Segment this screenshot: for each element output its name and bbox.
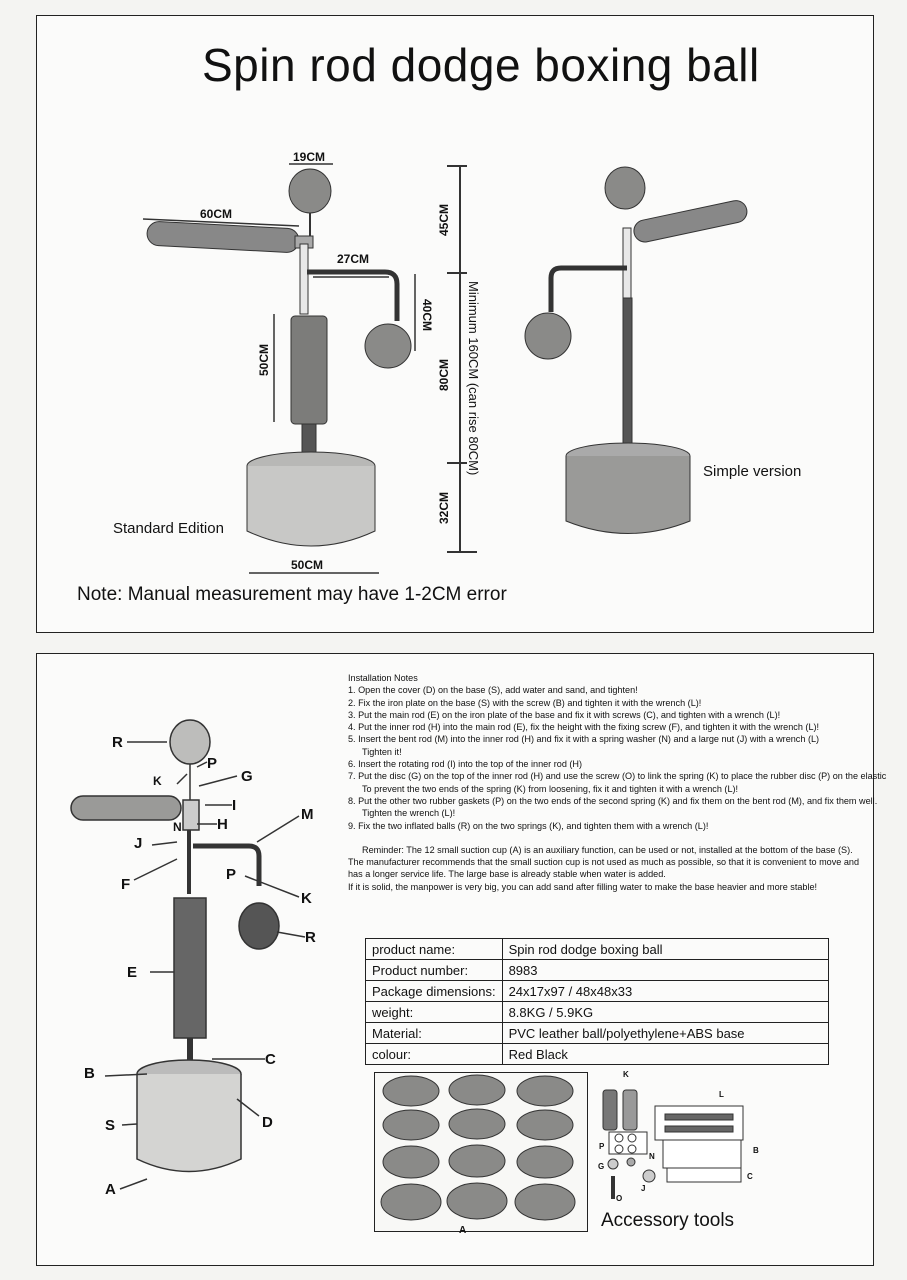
part-label-m: M	[301, 806, 314, 823]
table-row	[366, 939, 829, 960]
step-4: 4. Put the inner rod (H) into the main rod (E), fix the height with the fixing screw (F), and tighten it with the wrench (L)!	[348, 722, 820, 733]
step-5-cont: Tighten it!	[362, 746, 402, 757]
notes-title: Installation Notes	[348, 673, 418, 683]
accessory-letter-n: N	[649, 1152, 655, 1161]
part-label-e: E	[127, 964, 138, 981]
part-label-a: A	[105, 1181, 116, 1198]
step-1: 1. Open the cover (D) on the base (S), add water and sand, and tighten!	[348, 685, 638, 696]
standard-edition-drawing	[37, 16, 873, 632]
spec-key: Product number:	[366, 960, 503, 981]
arm-length-dim: 27CM	[337, 252, 370, 266]
diagram-side-ball	[239, 903, 279, 949]
spec-key: colour:	[366, 1044, 503, 1065]
part-label-j: J	[134, 835, 143, 852]
spec-value: 8.8KG / 5.9KG	[502, 1002, 828, 1023]
reminder-1: Reminder: The 12 small suction cup (A) is an auxiliary function, can be used or not, installed at the bottom of the base (S).	[362, 844, 853, 855]
suction-cups-image	[374, 1072, 588, 1232]
rod-length-dim: 60CM	[200, 207, 233, 221]
inner-rod	[300, 244, 308, 314]
step-6: 6. Insert the rotating rod (I) into the top of the inner rod (H)	[348, 759, 583, 770]
part-label-c: C	[265, 1051, 276, 1068]
part-label-d: D	[262, 1114, 273, 1131]
dimensions-panel	[36, 15, 874, 633]
accessory-letter-j: J	[641, 1184, 646, 1193]
diagram-base	[137, 1074, 241, 1172]
bent-rod	[307, 272, 397, 321]
spec-value: Spin rod dodge boxing ball	[502, 939, 828, 960]
spec-value: 8983	[502, 960, 828, 981]
part-label-p2: P	[226, 866, 237, 883]
main-rod	[291, 316, 327, 424]
measurement-note: Note: Manual measurement may have 1-2CM error	[77, 584, 507, 605]
ball-width-dim: 19CM	[293, 150, 326, 164]
part-label-p: P	[207, 755, 218, 772]
reminder-4: If it is solid, the manpower is very big, you can add sand after filling water to make the base heavier and more stable!	[348, 881, 818, 892]
accessory-letter-l: L	[719, 1090, 724, 1099]
accessory-letter-k: K	[623, 1070, 629, 1079]
accessory-tools-label: Accessory tools	[601, 1210, 735, 1231]
spec-value: Red Black	[502, 1044, 828, 1065]
accessory-letter-g: G	[598, 1162, 605, 1171]
part-label-i: I	[232, 797, 237, 814]
accessory-letter-b: B	[753, 1146, 759, 1155]
top-speed-ball	[289, 169, 331, 213]
accessory-letter-o: O	[616, 1194, 623, 1203]
step-5: 5. Insert the bent rod (M) into the inner rod (H) and fix it with a spring washer (N) and a large nut (J) with a wrench (L)	[348, 734, 820, 745]
part-label-g: G	[241, 768, 253, 785]
step-8-cont: Tighten the wrench (L)!	[362, 808, 456, 819]
part-label-k2: K	[301, 890, 312, 907]
base	[247, 466, 375, 546]
accessory-letter-c: C	[747, 1172, 753, 1181]
part-label-f: F	[121, 876, 131, 893]
step-9: 9. Fix the two inflated balls (R) on the two springs (K), and tighten them with a wrench (L)!	[348, 820, 709, 831]
part-label-k: K	[153, 774, 162, 788]
diagram-rotating-rod	[71, 796, 181, 820]
spec-value: PVC leather ball/polyethylene+ABS base	[502, 1023, 828, 1044]
arm-drop-dim: 40CM	[420, 299, 434, 332]
diagram-top-ball	[170, 720, 210, 764]
spec-value: 24x17x97 / 48x48x33	[502, 981, 828, 1002]
side-speed-ball	[365, 324, 411, 368]
table-row	[366, 981, 829, 1002]
part-label-b: B	[84, 1065, 95, 1082]
reminder-3: has a longer service life. The large base is already stable when water is added.	[348, 869, 666, 880]
part-label-n: N	[173, 820, 182, 834]
part-label-h: H	[217, 816, 228, 833]
base-height-dim: 32CM	[437, 491, 451, 524]
base-width-dim: 50CM	[291, 558, 324, 572]
installation-notes	[348, 672, 887, 893]
step-7-cont: To prevent the two ends of the spring (K) from loosening, fix it and tighten it with a wrench (L)!	[362, 783, 739, 794]
spec-key: weight:	[366, 1002, 503, 1023]
spec-key: product name:	[366, 939, 503, 960]
suction-cups-drawing	[375, 1073, 587, 1231]
diagram-main-rod	[174, 898, 206, 1038]
page-title: Spin rod dodge boxing ball	[202, 39, 760, 91]
rotating-rod	[146, 221, 299, 253]
spec-key: Material:	[366, 1023, 503, 1044]
spec-key: Package dimensions:	[366, 981, 503, 1002]
total-height-text: Minimum 160CM (can rise 80CM)	[466, 281, 481, 476]
part-label-r2: R	[305, 929, 316, 946]
total-height-dim	[466, 281, 675, 476]
middle-section-dim: 80CM	[437, 358, 451, 391]
table-row	[366, 960, 829, 981]
standard-edition-label: Standard Edition	[113, 520, 224, 537]
installation-panel	[36, 653, 887, 1266]
table-row	[366, 1002, 829, 1023]
step-7: 7. Put the disc (G) on the top of the inner rod (H) and use the screw (O) to link the spring (K) to place the rubber disc (P) on the elastic	[348, 771, 887, 782]
accessory-letter-p: P	[599, 1142, 605, 1151]
table-row	[366, 1044, 829, 1065]
standard-edition-figure	[143, 164, 477, 573]
step-2: 2. Fix the iron plate on the base (S) with the screw (B) and tighten it with the wrench (L)!	[348, 697, 702, 708]
main-rod-dim: 50CM	[257, 343, 271, 376]
top-section-dim: 45CM	[437, 203, 451, 236]
step-8: 8. Put the other two rubber gaskets (P) on the two ends of the second spring (K) and fix them on the bent rod (M), and fix them well.	[348, 795, 878, 806]
accessory-letter-a: A	[459, 1225, 467, 1236]
part-label-r: R	[112, 734, 123, 751]
simple-version-label: Simple version	[703, 463, 802, 480]
spec-table	[365, 938, 829, 1065]
reminder-2: The manufacturer recommends that the small suction cup is not used as much as possible, so that it is convenient to move and	[348, 857, 860, 868]
step-3: 3. Put the main rod (E) on the iron plate of the base and fix it with screws (C), and tighten with a wrench (L)!	[348, 709, 781, 720]
table-row	[366, 1023, 829, 1044]
part-label-s: S	[105, 1117, 116, 1134]
